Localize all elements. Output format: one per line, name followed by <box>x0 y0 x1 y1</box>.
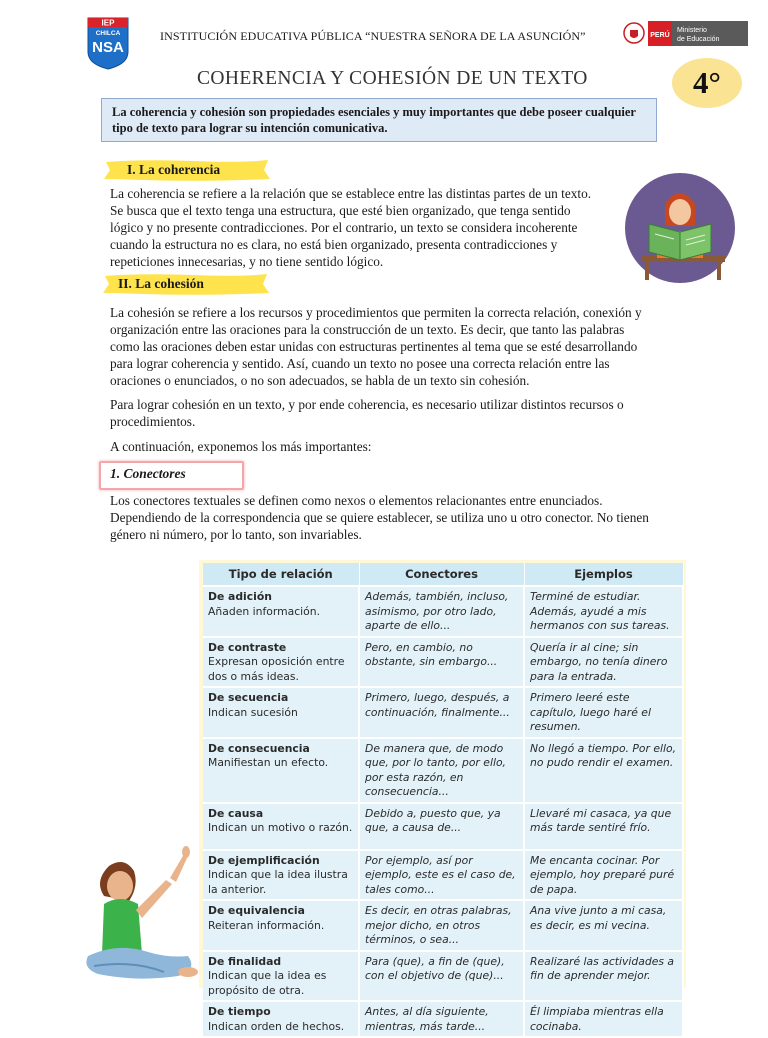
header-type: Tipo de relación <box>203 563 359 586</box>
relation-example: Me encanta cocinar. Por ejemplo, hoy preparé puré de papa. <box>524 850 683 901</box>
relation-example: Primero leeré este capítulo, luego haré el resumen. <box>524 687 683 738</box>
relation-type: De tiempo <box>208 1005 271 1018</box>
relation-example: Él limpiaba mientras ella cocinaba. <box>524 1001 683 1037</box>
girl-reading-illustration <box>621 172 739 288</box>
table-row <box>203 850 683 901</box>
relation-connectors: Debido a, puesto que, ya que, a causa de... <box>359 803 524 850</box>
ministry-name-line2: de Educación <box>677 36 720 43</box>
relation-type: De finalidad <box>208 954 282 968</box>
relation-desc: Indican sucesión <box>208 705 298 719</box>
relation-example: Realizaré las actividades a fin de aprender mejor. <box>524 951 683 1002</box>
relation-type: De ejemplificación <box>208 853 320 867</box>
table-row <box>203 900 683 951</box>
relation-connectors: Además, también, incluso, asimismo, por otro lado, aparte de ello... <box>359 586 524 637</box>
relation-desc: Añaden información. <box>208 604 321 618</box>
ministry-country: PERÚ <box>650 32 670 39</box>
relation-type: De equivalencia <box>208 904 305 917</box>
institution-name: INSTITUCIÓN EDUCATIVA PÚBLICA “NUESTRA SEÑORA DE LA ASUNCIÓN” <box>160 29 586 43</box>
relation-desc: Indican que la idea es propósito de otra. <box>208 969 327 997</box>
cohesion-paragraph-3: A continuación, exponemos los más importantes: <box>110 439 372 454</box>
relation-desc: Indican que la idea ilustra la anterior. <box>208 868 348 896</box>
table-row <box>203 738 683 803</box>
table-row <box>203 951 683 1002</box>
coherence-paragraph: La coherencia se refiere a la relación que se establece entre las distintas partes de un texto. Se busca que el texto tenga una estructura, que esté bien organizado, que tenga sentido lógico y no presente contradicciones. Por el contrario, un texto se considera incoherente cuando la estructura no es clara, no está bien organizado, presenta contradicciones y repeticiones innecesarias, y no tiene sentido lógico. <box>110 186 592 269</box>
relation-connectors: Pero, en cambio, no obstante, sin embargo... <box>359 637 524 688</box>
logo-bottom-text: NSA <box>92 39 124 56</box>
table-row <box>203 687 683 738</box>
connectors-heading: 1. Conectores <box>110 466 186 481</box>
relation-type: De secuencia <box>208 691 289 704</box>
cohesion-heading: II. La cohesión <box>118 276 204 291</box>
relation-desc: Indican un motivo o razón. <box>208 821 353 834</box>
header-connectors: Conectores <box>359 563 524 586</box>
relation-connectors: Para (que), a fin de (que), con el objetivo de (que)... <box>359 951 524 1002</box>
relation-example: No llegó a tiempo. Por ello, no pudo rendir el examen. <box>524 738 683 803</box>
table-row <box>203 1001 683 1037</box>
table-row <box>203 637 683 688</box>
table-row <box>203 586 683 637</box>
table-row <box>203 803 683 850</box>
relation-type: De adición <box>208 590 272 603</box>
relation-desc: Manifiestan un efecto. <box>208 756 329 769</box>
school-logo <box>86 16 130 70</box>
relation-example: Terminé de estudiar. Además, ayudé a mis hermanos con sus tareas. <box>524 586 683 637</box>
table-header-row <box>203 563 683 586</box>
relation-example: Ana vive junto a mi casa, es decir, es mi vecina. <box>524 900 683 951</box>
connectors-table <box>203 563 684 1038</box>
relation-connectors: Es decir, en otras palabras, mejor dicho, en otros términos, o sea... <box>359 900 524 951</box>
cohesion-paragraph-1: La cohesión se refiere a los recursos y procedimientos que permiten la correcta relación, conexión y organización entre las oraciones para la construcción de un texto. Es decir, que tanto las palabras como las oraciones deben estar unidas con estructuras pertinentes al tema que se esté desarrollando para lograr coherencia y sentido. Así, cuando un texto no posee una correcta relación entre las oraciones o enunciados, o no son adecuados, se habla de un texto sin cohesión. <box>110 305 642 388</box>
relation-example: Llevaré mi casaca, ya que más tarde sentiré frío. <box>524 803 683 850</box>
relation-example: Quería ir al cine; sin embargo, no tenía dinero para la entrada. <box>524 637 683 688</box>
relation-type: De consecuencia <box>208 741 310 755</box>
ministry-name-line1: Ministerio <box>677 27 707 34</box>
relation-desc: Indican orden de hechos. <box>208 1019 345 1033</box>
pointing-girl-illustration <box>84 826 204 986</box>
cohesion-paragraph-2: Para lograr cohesión en un texto, y por ende coherencia, es necesario utilizar distintos recursos o procedimientos. <box>110 397 624 429</box>
relation-desc: Reiteran información. <box>208 918 325 932</box>
grade-badge: 4° <box>672 58 742 108</box>
coherence-heading: I. La coherencia <box>127 162 221 177</box>
relation-connectors: Por ejemplo, así por ejemplo, este es el caso de, tales como... <box>359 850 524 901</box>
page-title: COHERENCIA Y COHESIÓN DE UN TEXTO <box>197 68 588 89</box>
intro-box: La coherencia y cohesión son propiedades esenciales y muy importantes que debe poseer cualquier tipo de texto para lograr su intención comunicativa. <box>101 98 657 142</box>
ministry-logo <box>622 18 748 49</box>
logo-mid-text: CHILCA <box>95 30 121 37</box>
relation-type: De contraste <box>208 640 287 654</box>
relation-connectors: De manera que, de modo que, por lo tanto, por ello, por esta razón, en consecuencia... <box>359 738 524 803</box>
header-examples: Ejemplos <box>524 563 683 586</box>
relation-desc: Expresan oposición entre dos o más ideas. <box>208 655 345 683</box>
relation-type: De causa <box>208 806 264 820</box>
relation-connectors: Antes, al día siguiente, mientras, más tarde... <box>359 1001 524 1037</box>
connectors-paragraph: Los conectores textuales se definen como nexos o elementos relacionantes entre enunciados. Dependiendo de la correspondencia que se quiere establecer, se utiliza uno u otro conector. No tienen género ni número, por lo tanto, son invariables. <box>110 493 649 542</box>
logo-top-text: IEP <box>101 18 115 28</box>
relation-connectors: Primero, luego, después, a continuación, finalmente... <box>359 687 524 738</box>
